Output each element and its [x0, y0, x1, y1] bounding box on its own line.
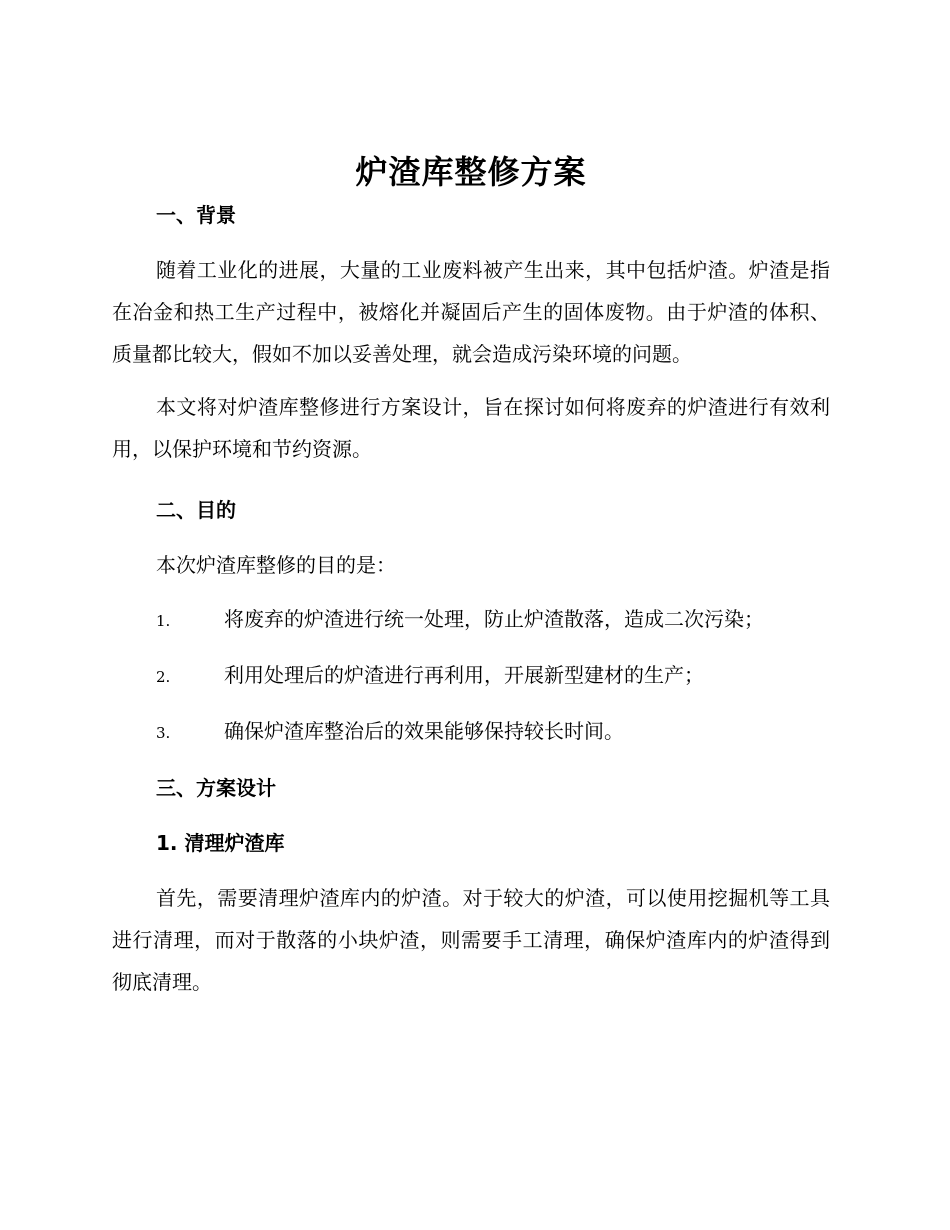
- paragraph: 本次炉渣库整修的目的是：: [156, 553, 396, 577]
- list-item: [112, 710, 830, 754]
- list-text: 利用处理后的炉渣进行再利用，开展新型建材的生产；: [224, 663, 704, 687]
- section-heading-background: 一、背景: [156, 203, 236, 227]
- section-heading-purpose: 二、目的: [156, 498, 236, 522]
- document-page: [112, 150, 830, 1003]
- list-number: 2.: [156, 668, 171, 686]
- document-title: 炉渣库整修方案: [355, 153, 587, 191]
- list-number: 3.: [156, 724, 171, 742]
- list-text: 确保炉渣库整治后的效果能够保持较长时间。: [224, 719, 624, 743]
- list-text: 将废弃的炉渣进行统一处理，防止炉渣散落，造成二次污染；: [224, 607, 764, 631]
- paragraph: 随着工业化的进展，大量的工业废料被产生出来，其中包括炉渣。炉渣是指在冶金和热工生产过程中，被熔化并凝固后产生的固体废物。由于炉渣的体积、质量都比较大，假如不加以妥善处理，就会造成污染环境的问题。: [112, 258, 830, 366]
- paragraph: 本文将对炉渣库整修进行方案设计，旨在探讨如何将废弃的炉渣进行有效利用，以保护环境和节约资源。: [112, 395, 830, 461]
- subheading-clean-slag-storage: 1. 清理炉渣库: [156, 831, 285, 855]
- section-heading-design: 三、方案设计: [156, 776, 276, 800]
- purpose-list: [112, 598, 830, 754]
- list-number: 1.: [156, 612, 171, 630]
- list-item: [112, 654, 830, 698]
- list-item: [112, 598, 830, 642]
- paragraph: 首先，需要清理炉渣库内的炉渣。对于较大的炉渣，可以使用挖掘机等工具进行清理，而对于散落的小块炉渣，则需要手工清理，确保炉渣库内的炉渣得到彻底清理。: [112, 886, 830, 994]
